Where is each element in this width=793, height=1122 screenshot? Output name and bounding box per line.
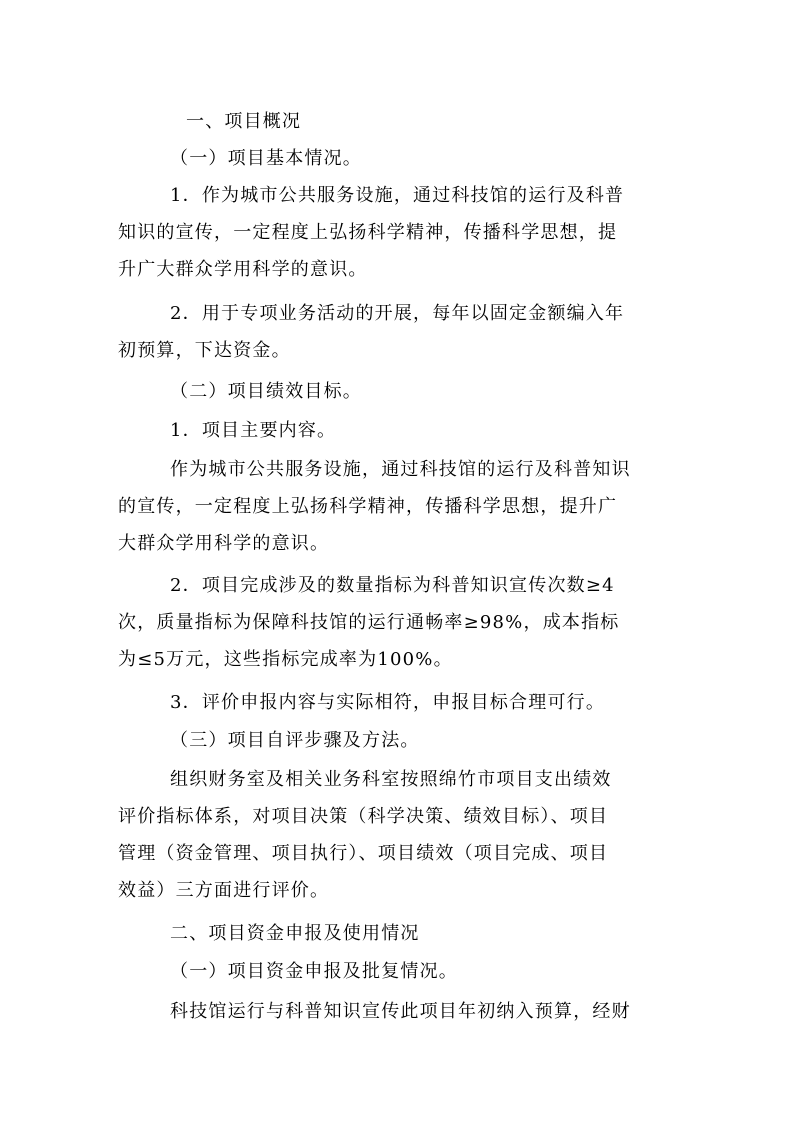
paragraph-evaluation [170, 684, 605, 721]
text-line: 1．项目主要内容。 [170, 420, 337, 441]
text-line: 二、项目资金申报及使用情况 [170, 923, 420, 944]
text-line: 作为城市公共服务设施，通过科技馆的运行及科普知识 [170, 459, 631, 480]
text-line: 2．用于专项业务活动的开展，每年以固定金额编入年 [170, 303, 625, 324]
text-line: 管理（资金管理、项目执行）、项目绩效（项目完成、项目 [118, 843, 609, 864]
text-line: 组织财务室及相关业务科室按照绵竹市项目支出绩效 [170, 769, 612, 790]
subheading-funding-approval [170, 953, 458, 990]
text-line: （二）项目绩效目标。 [170, 381, 362, 402]
text-line: （一）项目基本情况。 [170, 148, 362, 169]
text-line: 效益）三方面进行评价。 [118, 880, 330, 901]
section-heading-funding [170, 915, 420, 952]
paragraph-organization [118, 761, 612, 909]
paragraph-indicators [118, 567, 620, 678]
text-line: 大群众学用科学的意识。 [118, 533, 330, 554]
paragraph-content-detail [118, 451, 631, 562]
text-line: 初预算，下达资金。 [118, 340, 291, 361]
text-line: 评价指标体系，对项目决策（科学决策、绩效目标）、项目 [118, 806, 609, 827]
paragraph-item-1 [118, 177, 624, 288]
text-line: 为≤5万元，这些指标完成率为100%。 [118, 649, 453, 670]
subheading-basic-info [170, 140, 362, 177]
text-line: 次，质量指标为保障科技馆的运行通畅率≥98%，成本指标 [118, 612, 620, 633]
paragraph-main-content [170, 412, 336, 449]
text-line: 2．项目完成涉及的数量指标为科普知识宣传次数≥4 [170, 575, 615, 596]
text-line: 的宣传，一定程度上弘扬科学精神，传播科学思想，提升广 [118, 496, 618, 517]
text-line: 一、项目概况 [186, 111, 302, 132]
subheading-performance-goal [170, 373, 362, 410]
text-line: 科技馆运行与科普知识宣传此项目年初纳入预算，经财 [170, 1001, 631, 1022]
text-line: 知识的宣传，一定程度上弘扬科学精神，传播科学思想，提 [118, 222, 618, 243]
section-heading-overview [186, 103, 301, 140]
text-line: 3．评价申报内容与实际相符，申报目标合理可行。 [170, 692, 606, 713]
paragraph-item-2 [118, 295, 624, 369]
text-line: 升广大群众学用科学的意识。 [118, 259, 368, 280]
paragraph-funding-detail [170, 993, 631, 1030]
subheading-steps-methods [170, 722, 420, 759]
text-line: 1．作为城市公共服务设施，通过科技馆的运行及科普 [170, 185, 625, 206]
text-line: （三）项目自评步骤及方法。 [170, 730, 420, 751]
text-line: （一）项目资金申报及批复情况。 [170, 961, 458, 982]
